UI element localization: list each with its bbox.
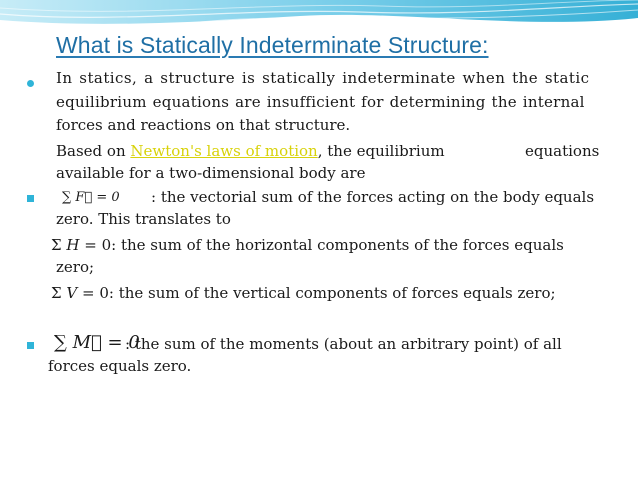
bullet-dot bbox=[27, 80, 34, 87]
sum-h-line-1 bbox=[51, 236, 564, 254]
moments-text-line-2: forces equals zero. bbox=[48, 357, 192, 375]
sum-h-text: = 0: the sum of the horizontal components of the forces equals bbox=[79, 236, 564, 254]
moments-text: : the sum of the moments (about an arbitrary point) of all bbox=[125, 335, 562, 353]
para2-end-word: equations bbox=[525, 142, 600, 160]
para2-line-2: available for a two-dimensional body are bbox=[56, 164, 366, 182]
sum-v-variable: V bbox=[66, 284, 78, 302]
para1-line-1: In statics, a structure is statically indeterminate when the static bbox=[56, 69, 590, 87]
newtons-laws-link[interactable]: Newton's laws of motion bbox=[130, 142, 318, 160]
sum-v-sigma: Σ bbox=[51, 284, 62, 302]
slide-title: What is Statically Indeterminate Structure: bbox=[56, 32, 489, 58]
moments-formula: ∑ M⃗ = 0 bbox=[54, 332, 140, 353]
para1-line-2: equilibrium equations are insufficient for determining the internal bbox=[56, 93, 585, 111]
bullet-square bbox=[27, 195, 34, 202]
forces-text-line-2: zero. This translates to bbox=[56, 210, 231, 228]
para2-middle: , the equilibrium bbox=[317, 142, 445, 160]
para1-line-3: forces and reactions on that structure. bbox=[56, 116, 351, 134]
sum-h-variable: H bbox=[66, 236, 80, 254]
forces-formula: ∑ F⃗ = 0 bbox=[62, 190, 120, 205]
forces-text: : the vectorial sum of the forces acting on the body equals bbox=[151, 188, 595, 206]
bullet-square bbox=[27, 342, 34, 349]
sum-v-line bbox=[51, 284, 556, 302]
sum-v-text: = 0: the sum of the vertical components of forces equals zero; bbox=[77, 284, 556, 302]
para2-line-1 bbox=[56, 142, 445, 160]
sum-h-sigma: Σ bbox=[51, 236, 62, 254]
para2-prefix: Based on bbox=[56, 142, 126, 160]
sum-h-line-2: zero; bbox=[56, 258, 95, 276]
